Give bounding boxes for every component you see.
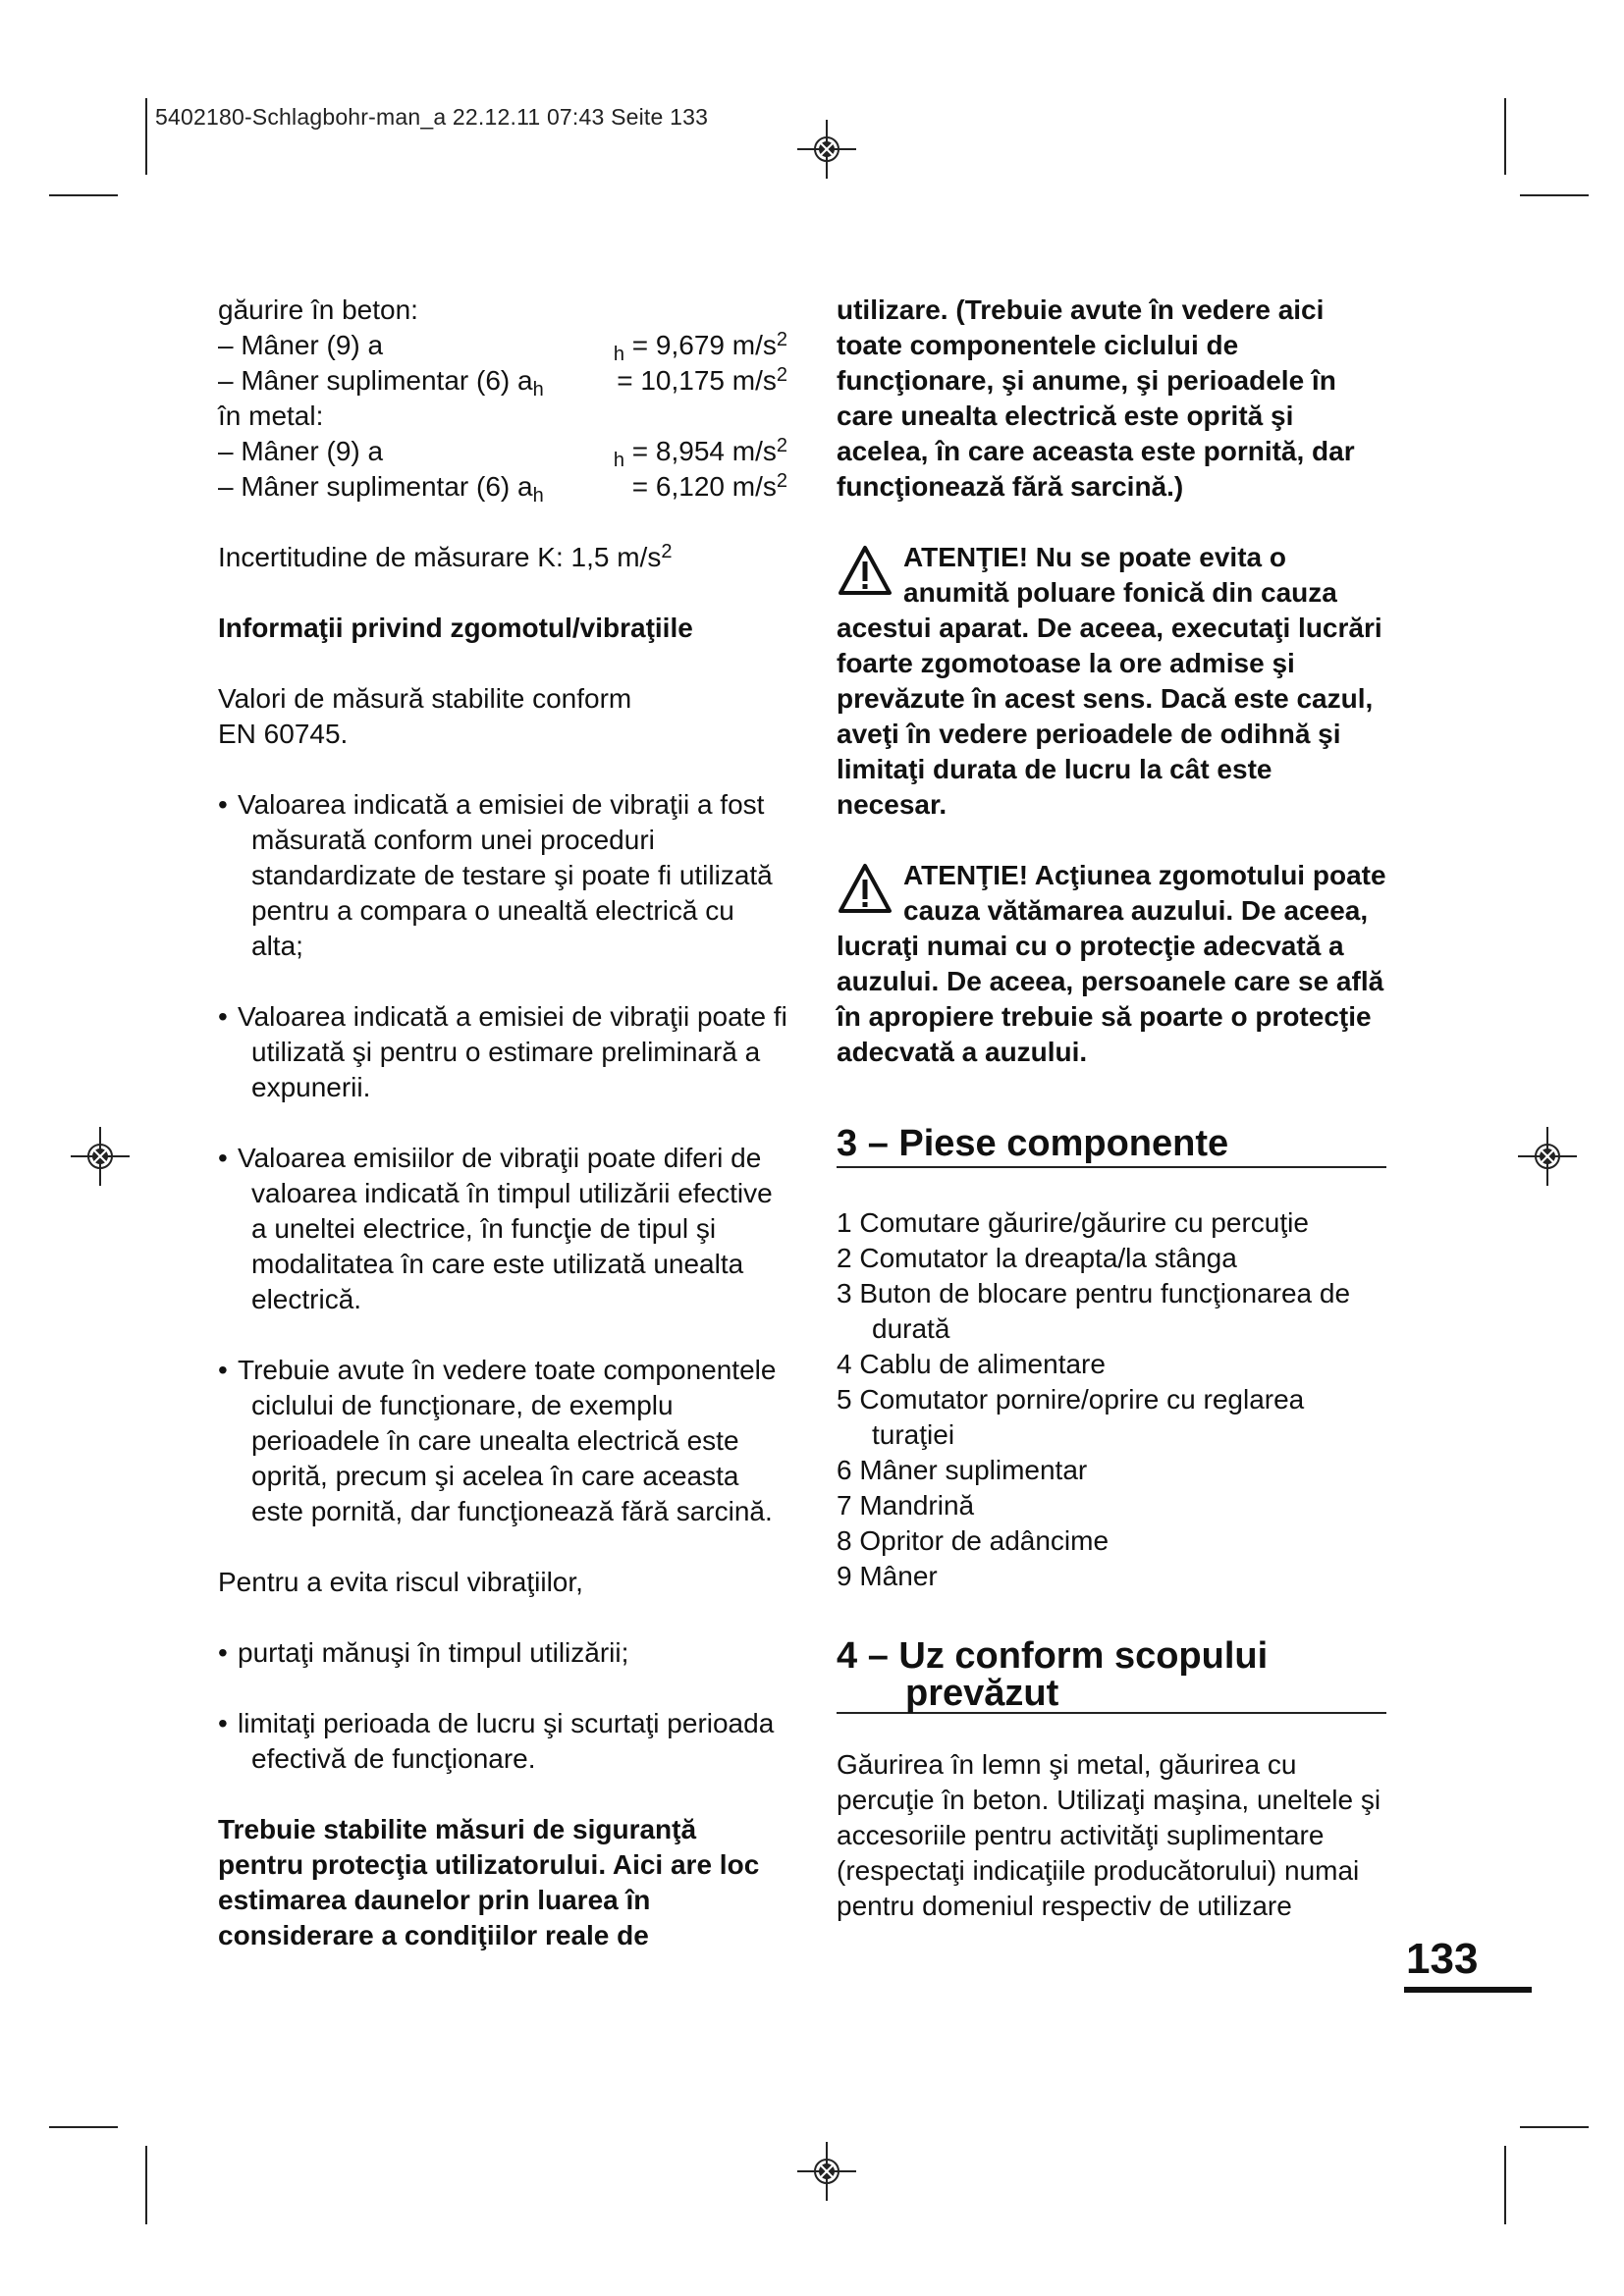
list-item: • purtaţi mănuşi în timpul utilizării;	[218, 1637, 629, 1668]
vibration-row	[218, 434, 787, 469]
crop-mark	[1504, 2146, 1506, 2224]
component-item: 5 Comutator pornire/oprire cu reglarea turaţiei	[837, 1384, 1305, 1450]
continued-paragraph: utilizare. (Trebuie avute în vedere aici toate componentele ciclului de funcţionare, şi anume, şi perioadele în care unealta electrică este oprită şi acelea, în care aceasta este pornită, dar funcţionează fără sarcină.)	[837, 294, 1355, 502]
page-number: 133	[1404, 1932, 1532, 1993]
component-item: 7 Mandrină	[837, 1490, 975, 1521]
crop-mark	[145, 2146, 147, 2224]
list-item: • Trebuie avute în vedere toate componentele ciclului de funcţionare, de exemplu perioadele în care unealta electrică este oprită, precum şi acelea în care aceasta este pornită, dar funcţionează fără sarcină.	[218, 1355, 777, 1526]
component-item: 2 Comutator la dreapta/la stânga	[837, 1243, 1237, 1273]
vibration-row	[218, 328, 787, 363]
registration-mark-icon	[797, 120, 856, 179]
vibration-label: – Mâner (9) a	[218, 436, 384, 466]
safety-paragraph: Trebuie stabilite măsuri de siguranţă pentru protecţia utilizatorului. Aici are loc estimarea daunelor prin luarea în considerare a condiţiilor reale de	[218, 1814, 760, 1950]
component-item: 6 Mâner suplimentar	[837, 1455, 1088, 1485]
registration-mark-icon	[1518, 1127, 1577, 1186]
vibration-row	[218, 469, 787, 505]
component-item: 9 Mâner	[837, 1561, 938, 1591]
vibration-label: – Mâner (9) a	[218, 330, 384, 360]
warning-triangle-icon	[837, 544, 893, 599]
component-item: 8 Opritor de adâncime	[837, 1525, 1110, 1556]
warning-triangle-icon	[837, 862, 893, 917]
component-item: 1 Comutare găurire/găurire cu percuţie	[837, 1207, 1309, 1238]
warning-hearing: ATENŢIE! Acţiunea zgomotului poate cauza vătămarea auzului. De aceea, lucraţi numai cu o protecţie adecvată a auzului. De aceea, persoanele care se află în apropiere trebuie să poarte o protecţie adecvată a auzului.	[837, 860, 1386, 1067]
section-heading-components: 3 – Piese componente	[837, 1125, 1386, 1168]
vibration-value: = 6,120 $m/s^2$	[631, 470, 787, 502]
in-metal-label: în metal:	[218, 400, 324, 431]
registration-mark-icon	[71, 1127, 130, 1186]
vibration-value: $_h$ = 9,679 $m/s^2$	[613, 329, 787, 365]
list-item: • Valoarea indicată a emisiei de vibraţii a fost măsurată conform unei proceduri standardizate de testare şi poate fi utilizată pentru a compara o unealtă electrică cu alta;	[218, 789, 773, 961]
crop-mark	[1520, 194, 1589, 196]
crop-mark	[1520, 2126, 1589, 2128]
crop-mark	[49, 2126, 118, 2128]
crop-mark	[49, 194, 118, 196]
drilling-concrete-label: găurire în beton:	[218, 294, 418, 325]
left-column	[218, 293, 787, 1953]
registration-mark-icon	[797, 2142, 856, 2201]
component-item: 3 Buton de blocare pentru funcţionarea de durată	[837, 1278, 1351, 1344]
vibration-value: $_h$ = 8,954 $m/s^2$	[613, 435, 787, 471]
vibration-row	[218, 363, 787, 399]
crop-mark	[145, 98, 147, 175]
info-heading: Informaţii privind zgomotul/vibraţiile	[218, 613, 693, 643]
right-column	[837, 293, 1386, 1924]
warning-noise: ATENŢIE! Nu se poate evita o anumită poluare fonică din cauza acestui aparat. De aceea, executaţi lucrări foarte zgomotoase la ore admise şi prevăzute în acest sens. Dacă este cazul, aveţi în vedere perioadele de odihnă şi limitaţi durata de lucru la cât este necesar.	[837, 542, 1382, 820]
measured-text-line: Valori de măsură stabilite conform	[218, 683, 632, 714]
intended-use-paragraph: Găurirea în lemn şi metal, găurirea cu percuţie în beton. Utilizaţi maşina, uneltele şi accesoriile pentru activităţi suplimentare (respectaţi indicaţiile producătorului) numai pentru domeniul respectiv de utilizare	[837, 1749, 1381, 1921]
list-item: • Valoarea emisiilor de vibraţii poate diferi de valoarea indicată în timpul utilizării efective a uneltei electrice, în funcţie de tipul şi modalitatea în care este utilizată unealta electrică.	[218, 1143, 773, 1314]
component-item: 4 Cablu de alimentare	[837, 1349, 1106, 1379]
vibration-label: – Mâner suplimentar (6) $a_h$	[218, 471, 544, 507]
avoid-risk-text: Pentru a evita riscul vibraţiilor,	[218, 1567, 583, 1597]
crop-mark	[1504, 98, 1506, 175]
measured-text-line: EN 60745.	[218, 719, 349, 749]
print-header: 5402180-Schlagbohr-man_a 22.12.11 07:43 Seite 133	[155, 104, 709, 130]
vibration-label: – Mâner suplimentar (6) $a_h$	[218, 365, 544, 400]
uncertainty-text: Incertitudine de măsurare K: 1,5 $m/s^2$	[218, 541, 673, 572]
section-heading-intended-use: 4 – Uz conform scopului prevăzut	[837, 1637, 1386, 1714]
list-item: • Valoarea indicată a emisiei de vibraţii poate fi utilizată şi pentru o estimare preliminară a expunerii.	[218, 1001, 787, 1102]
vibration-value: = 10,175 $m/s^2$	[617, 364, 787, 396]
list-item: • limitaţi perioada de lucru şi scurtaţi perioada efectivă de funcţionare.	[218, 1708, 775, 1774]
